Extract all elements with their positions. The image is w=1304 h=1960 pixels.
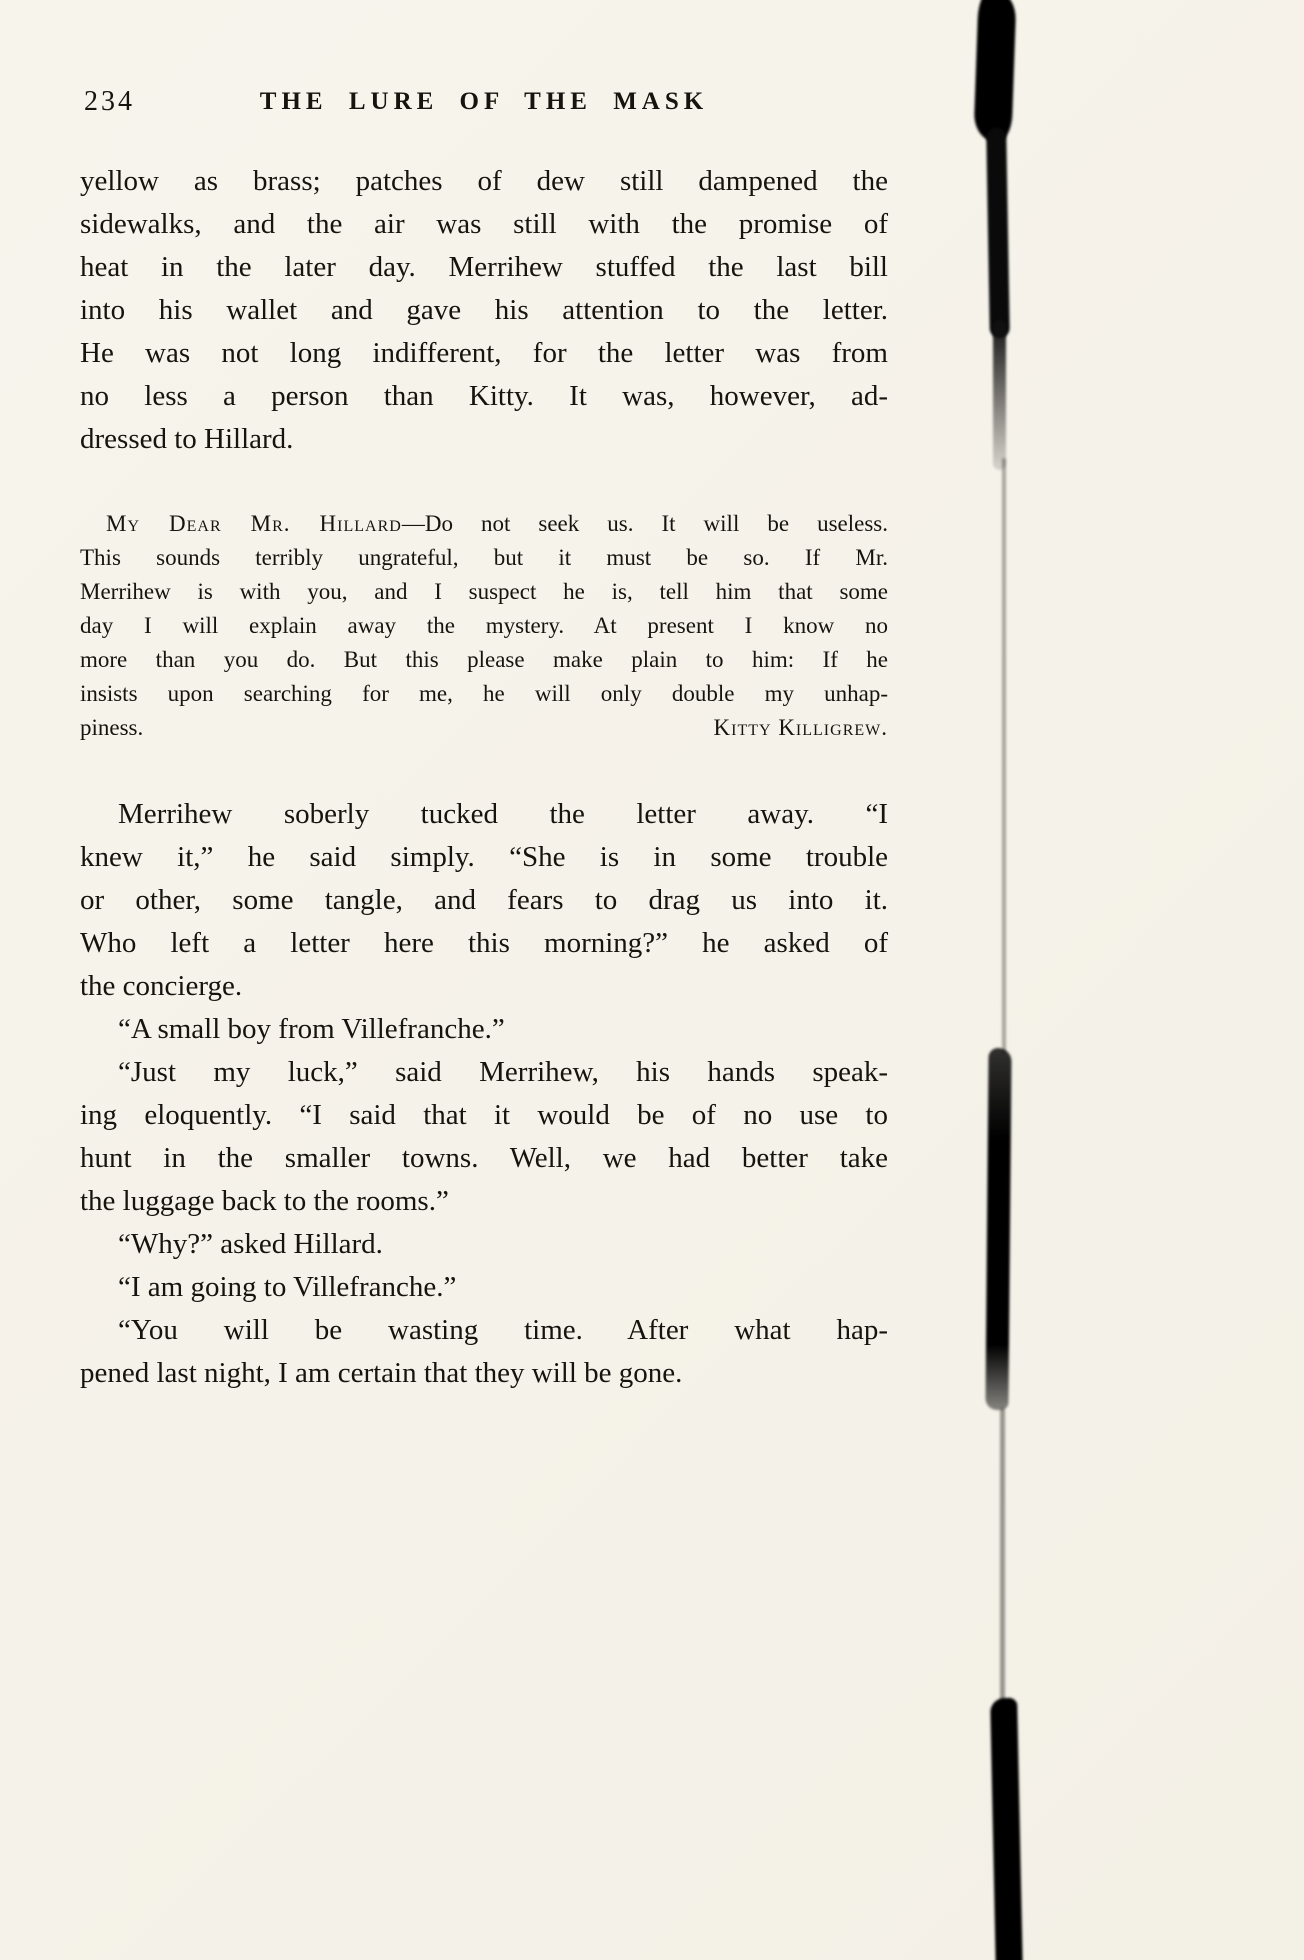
text-line: more than you do. But this please make plain to him: If he xyxy=(80,647,888,672)
paragraph xyxy=(80,1051,888,1223)
text-line: ing eloquently. “I said that it would be of no use to xyxy=(80,1099,888,1131)
text-line: Merrihew soberly tucked the letter away. “I xyxy=(118,798,888,830)
paragraph xyxy=(80,1008,888,1051)
paragraph xyxy=(80,1266,888,1309)
text-line: He was not long indifferent, for the letter was from xyxy=(80,337,888,369)
paragraph xyxy=(80,793,888,1008)
scan-artifact xyxy=(986,128,1010,338)
page-header xyxy=(80,86,888,122)
text-line: yellow as brass; patches of dew still dampened the xyxy=(80,165,888,197)
text-line: hunt in the smaller towns. Well, we had better take xyxy=(80,1142,888,1174)
page-number: 234 xyxy=(84,86,135,117)
letter-salutation: My Dear Mr. Hillard xyxy=(106,511,402,536)
text-line: “Just my luck,” said Merrihew, his hands speak- xyxy=(118,1056,888,1088)
text-line xyxy=(80,507,888,541)
scan-artifact xyxy=(1000,1408,1005,1703)
text-line: the luggage back to the rooms.” xyxy=(80,1185,449,1217)
letter-closing-word: piness. xyxy=(80,715,144,740)
page-text xyxy=(80,86,888,1395)
text-line: into his wallet and gave his attention to the letter. xyxy=(80,294,888,326)
letter-signature: Kitty Killigrew. xyxy=(713,715,888,740)
paragraph xyxy=(80,1223,888,1266)
running-title: THE LURE OF THE MASK xyxy=(259,88,709,115)
text-line: sidewalks, and the air was still with the promise of xyxy=(80,208,888,240)
text-line: This sounds terribly ungrateful, but it must be so. If Mr. xyxy=(80,545,888,570)
scan-artifact xyxy=(973,0,1016,143)
text-line: no less a person than Kitty. It was, however, ad- xyxy=(80,380,888,412)
scan-artifact xyxy=(985,1048,1011,1410)
text-line: heat in the later day. Merrihew stuffed the last bill xyxy=(80,251,888,283)
text-line: knew it,” he said simply. “She is in some trouble xyxy=(80,841,888,873)
text-line: day I will explain away the mystery. At present I know no xyxy=(80,613,888,638)
text-line: “A small boy from Villefranche.” xyxy=(118,1013,505,1045)
scan-artifact xyxy=(993,320,1006,470)
scan-artifact xyxy=(1002,458,1006,1053)
text-line: pened last night, I am certain that they will be gone. xyxy=(80,1357,683,1389)
text-line: Who left a letter here this morning?” he asked of xyxy=(80,927,888,959)
letter-block xyxy=(80,507,888,745)
text-line: Merrihew is with you, and I suspect he is, tell him that some xyxy=(80,579,888,604)
text-line: the concierge. xyxy=(80,970,243,1002)
scan-artifact xyxy=(990,1698,1023,1960)
letter-text: —Do not seek us. It will be useless. xyxy=(401,511,888,536)
text-line: dressed to Hillard. xyxy=(80,423,294,455)
text-line: “Why?” asked Hillard. xyxy=(118,1228,383,1260)
text-line: “I am going to Villefranche.” xyxy=(118,1271,457,1303)
text-line: “You will be wasting time. After what hap- xyxy=(118,1314,888,1346)
paragraph xyxy=(80,1309,888,1395)
paragraph xyxy=(80,160,888,461)
text-line xyxy=(80,711,888,745)
text-line: or other, some tangle, and fears to drag us into it. xyxy=(80,884,888,916)
text-line: insists upon searching for me, he will only double my unhap- xyxy=(80,681,888,706)
